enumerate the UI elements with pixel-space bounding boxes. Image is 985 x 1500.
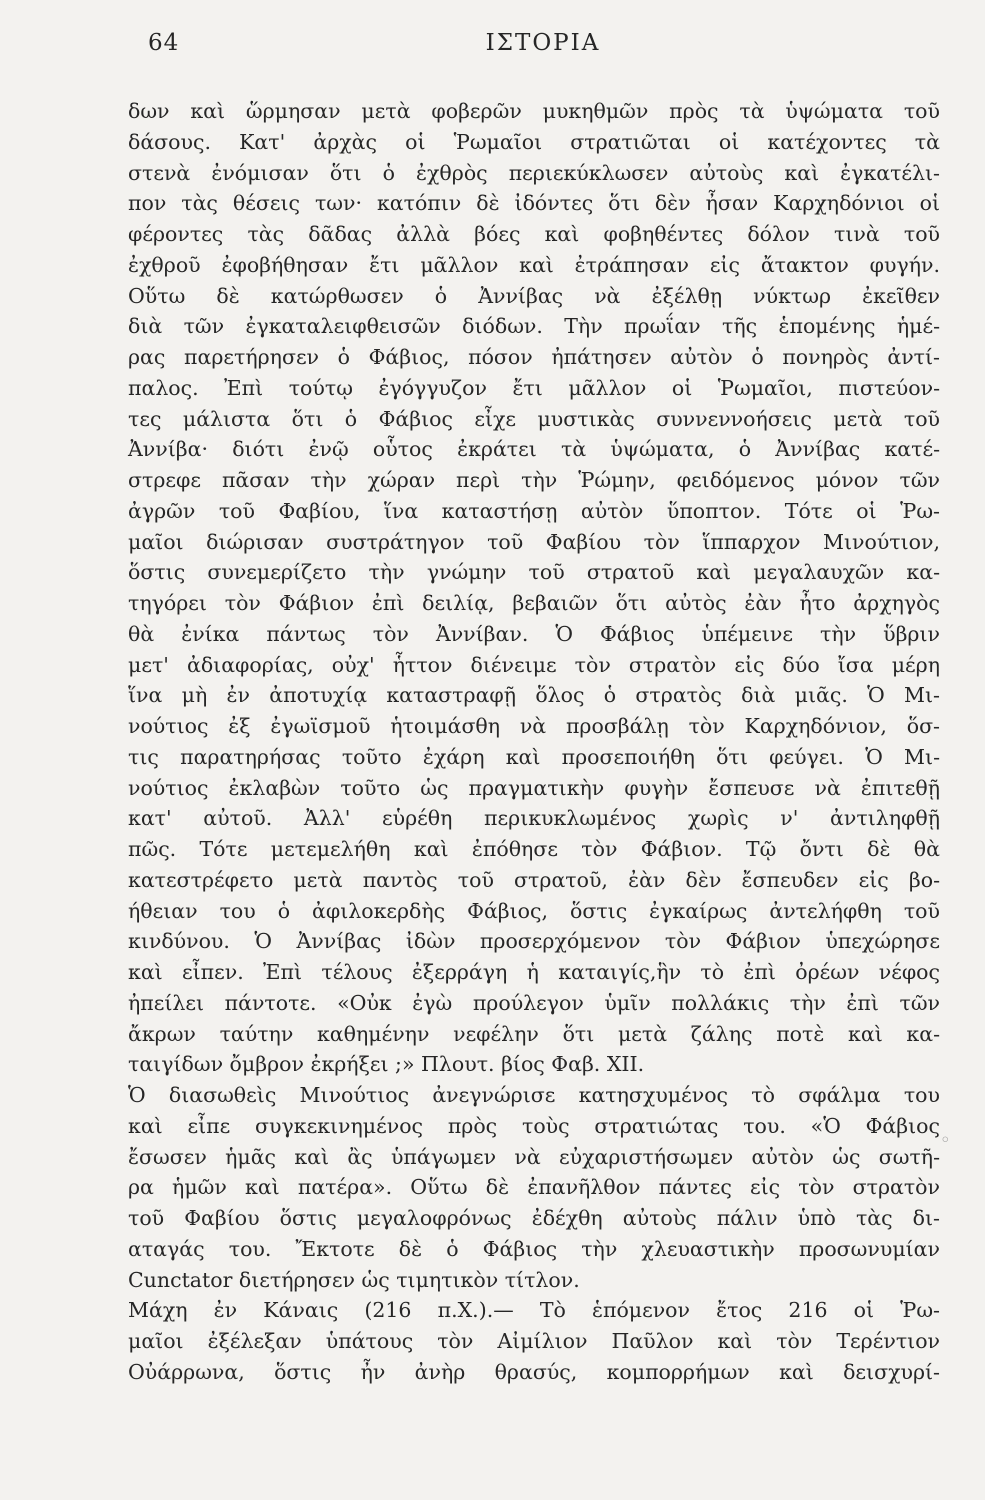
text-line: ἐχθροῦ ἐφοβήθησαν ἔτι μᾶλλον καὶ ἐτράπησαν εἰς ἄτακτον φυγήν.: [128, 252, 940, 277]
text-line: μαῖοι ἐξέλεξαν ὑπάτους τὸν Αἰμίλιον Παῦλον καὶ τὸν Τερέντιον: [128, 1329, 940, 1353]
body-text: [128, 96, 940, 1388]
text-line: θὰ ἐνίκα πάντως τὸν Ἀννίβαν. Ὁ Φάβιος ὑπέμεινε τὴν ὕβριν: [128, 621, 940, 646]
text-line: Ἀννίβα· διότι ἐνῷ οὗτος ἐκράτει τὰ ὑψώματα, ὁ Ἀννίβας κατέ-: [128, 437, 940, 462]
text-line: καὶ εἶπε συγκεκινημένος πρὸς τοὺς στρατιώτας του. «Ὁ Φάβιος: [128, 1113, 940, 1138]
text-line: διὰ τῶν ἐγκαταλειφθεισῶν διόδων. Τὴν πρωΐαν τῆς ἑπομένης ἡμέ-: [128, 314, 940, 339]
text-line: κατεστρέφετο μετὰ παντὸς τοῦ στρατοῦ, ἐὰν δὲν ἔσπευδεν εἰς βο-: [128, 867, 940, 892]
text-line: ἠπείλει πάντοτε. «Οὐκ ἐγὼ προύλεγον ὑμῖν πολλάκις τὴν ἐπὶ τῶν: [128, 990, 940, 1015]
text-line: Οὕτω δὲ κατώρθωσεν ὁ Ἀννίβας νὰ ἐξέλθῃ νύκτωρ ἐκεῖθεν: [128, 283, 940, 308]
page-header: [148, 30, 938, 66]
text-line: κατ' αὐτοῦ. Ἀλλ' εὑρέθη περικυκλωμένος χωρὶς ν' ἀντιληφθῇ: [128, 806, 940, 831]
text-line: δάσους. Κατ' ἀρχὰς οἱ Ῥωμαῖοι στρατιῶται οἱ κατέχοντες τὰ: [128, 129, 940, 154]
text-line: ρας παρετήρησεν ὁ Φάβιος, πόσον ἠπάτησεν αὐτὸν ὁ πονηρὸς ἀντί-: [128, 345, 940, 369]
running-title: ΙΣΤΟΡΙΑ: [485, 30, 601, 56]
text-line: πῶς. Τότε μετεμελήθη καὶ ἐπόθησε τὸν Φάβιον. Τῷ ὄντι δὲ θὰ: [128, 837, 940, 861]
text-line: Ὁ διασωθεὶς Μινούτιος ἀνεγνώρισε κατησχυμένος τὸ σφάλμα του: [128, 1083, 940, 1107]
text-line: νούτιος ἐξ ἐγωϊσμοῦ ἡτοιμάσθη νὰ προσβάλῃ τὸν Καρχηδόνιον, ὅσ-: [128, 714, 940, 738]
text-line: στρεφε πᾶσαν τὴν χώραν περὶ τὴν Ῥώμην, φειδόμενος μόνον τῶν: [128, 468, 940, 492]
text-line: παλος. Ἐπὶ τούτῳ ἐγόγγυζον ἔτι μᾶλλον οἱ Ῥωμαῖοι, πιστεύον-: [128, 375, 940, 400]
text-line: ἔσωσεν ἡμᾶς καὶ ἂς ὑπάγωμεν νὰ εὐχαριστήσωμεν αὐτὸν ὡς σωτῆ-: [128, 1144, 940, 1169]
text-line: φέροντες τὰς δᾶδας ἀλλὰ βόες καὶ φοβηθέντες δόλον τινὰ τοῦ: [128, 222, 940, 246]
text-line: τις παρατηρήσας τοῦτο ἐχάρη καὶ προσεποιήθη ὅτι φεύγει. Ὁ Μι-: [128, 744, 940, 769]
text-line: τες μάλιστα ὅτι ὁ Φάβιος εἶχε μυστικὰς συννεννοήσεις μετὰ τοῦ: [128, 406, 940, 431]
text-line: ήθειαν του ὁ ἀφιλοκερδὴς Φάβιος, ὅστις ἐγκαίρως ἀντελήφθη τοῦ: [128, 898, 940, 923]
text-line: τηγόρει τὸν Φάβιον ἐπὶ δειλίᾳ, βεβαιῶν ὅτι αὐτὸς ἐὰν ἦτο ἀρχηγὸς: [128, 591, 940, 615]
text-line: πον τὰς θέσεις των· κατόπιν δὲ ἰδόντες ὅτι δὲν ἦσαν Καρχηδόνιοι οἱ: [128, 191, 940, 216]
text-line: κινδύνου. Ὁ Ἀννίβας ἰδὼν προσερχόμενον τὸν Φάβιον ὑπεχώρησε: [128, 929, 940, 954]
text-line: τοῦ Φαβίου ὅστις μεγαλοφρόνως ἐδέχθη αὐτοὺς πάλιν ὑπὸ τὰς δι-: [128, 1206, 940, 1230]
text-line: ἀγρῶν τοῦ Φαβίου, ἵνα καταστήσῃ αὐτὸν ὕποπτον. Τότε οἱ Ῥω-: [128, 498, 940, 523]
text-line: ἵνα μὴ ἐν ἀποτυχίᾳ καταστραφῇ ὅλος ὁ στρατὸς διὰ μιᾶς. Ὁ Μι-: [128, 683, 940, 708]
text-line: νούτιος ἐκλαβὼν τοῦτο ὡς πραγματικὴν φυγὴν ἔσπευσε νὰ ἐπιτεθῇ: [128, 775, 940, 800]
text-line: μαῖοι διώρισαν συστράτηγον τοῦ Φαβίου τὸν ἵππαρχον Μινούτιον,: [128, 529, 940, 554]
text-line: ταιγίδων ὄμβρον ἐκρήξει ;» Πλουτ. βίος Φαβ. XII.: [128, 1052, 645, 1077]
text-line: Οὐάρρωνα, ὅστις ἦν ἀνὴρ θρασύς, κομπορρήμων καὶ δεισχυρί-: [128, 1359, 940, 1384]
text-line: στενὰ ἐνόμισαν ὅτι ὁ ἐχθρὸς περιεκύκλωσεν αὐτοὺς καὶ ἐγκατέλι-: [128, 160, 940, 185]
text-line: Μάχη ἐν Κάναις (216 π.Χ.).— Τὸ ἑπόμενον ἔτος 216 οἱ Ῥω-: [128, 1298, 940, 1323]
text-line: ὅστις συνεμερίζετο τὴν γνώμην τοῦ στρατοῦ καὶ μεγαλαυχῶν κα-: [128, 560, 940, 585]
text-line: δων καὶ ὥρμησαν μετὰ φοβερῶν μυκηθμῶν πρὸς τὰ ὑψώματα τοῦ: [128, 99, 940, 123]
text-line: καὶ εἶπεν. Ἐπὶ τέλους ἐξερράγη ἡ καταιγίς,ἣν τὸ ἐπὶ ὀρέων νέφος: [128, 960, 940, 984]
text-line: μετ' ἀδιαφορίας, οὐχ' ἧττον διένειμε τὸν στρατὸν εἰς δύο ἴσα μέρη: [128, 652, 940, 677]
page-number: 64: [148, 30, 180, 56]
text-line: αταγάς του. Ἔκτοτε δὲ ὁ Φάβιος τὴν χλευαστικὴν προσωνυμίαν: [128, 1236, 940, 1261]
margin-speck-mark: ◦: [940, 1130, 951, 1151]
text-line: Cunctator διετήρησεν ὡς τιμητικὸν τίτλον.: [128, 1267, 580, 1292]
text-line: ρα ἡμῶν καὶ πατέρα». Οὕτω δὲ ἐπανῆλθον πάντες εἰς τὸν στρατὸν: [128, 1175, 940, 1200]
text-line: ἄκρων ταύτην καθημένην νεφέλην ὅτι μετὰ ζάλης ποτὲ καὶ κα-: [128, 1021, 940, 1046]
